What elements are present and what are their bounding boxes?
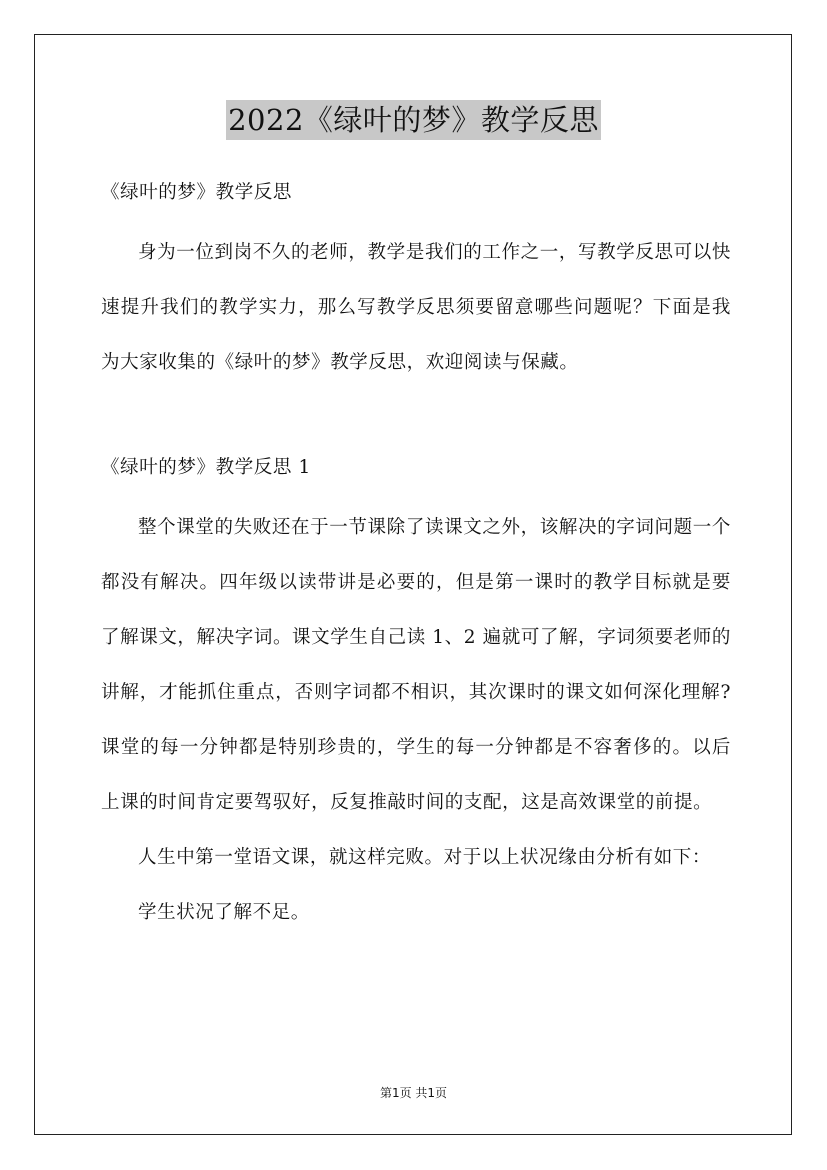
spacer <box>101 390 731 450</box>
page-footer: 第1页 共1页 <box>379 1086 448 1100</box>
section-1-heading: 《绿叶的梦》教学反思 1 <box>101 457 311 478</box>
document-title: 2022《绿叶的梦》教学反思 <box>226 100 601 140</box>
section-1-paragraph-1: 整个课堂的失败还在于一节课除了读课文之外，该解决的字词问题一个都没有解决。四年级以读带讲是必要的，但是第一课时的教学目标就是要了解课文，解决字词。课文学生自己读 1、2 遍就可了解，字词须要老师的讲解，才能抓住重点，否则字词都不相识，其次课时的课文如何深化理解?课堂的每一分钟都是特别珍贵的，学生的每一分钟都是不容奢侈的。以后上课的时间肯定要驾驭好，反复推敲时间的支配，这是高效课堂的前提。 <box>101 517 731 813</box>
document-body <box>101 175 731 940</box>
intro-paragraph: 身为一位到岗不久的老师，教学是我们的工作之一，写教学反思可以快速提升我们的教学实力，那么写教学反思须要留意哪些问题呢？下面是我为大家收集的《绿叶的梦》教学反思，欢迎阅读与保藏。 <box>101 242 731 373</box>
spacer <box>101 211 731 225</box>
section-1-paragraph-2: 人生中第一堂语文课，就这样完败。对于以上状况缘由分析有如下： <box>138 847 712 868</box>
spacer <box>101 486 731 500</box>
title-container <box>0 100 827 140</box>
subheading: 《绿叶的梦》教学反思 <box>101 182 293 203</box>
section-1-paragraph-3: 学生状况了解不足。 <box>138 902 310 923</box>
